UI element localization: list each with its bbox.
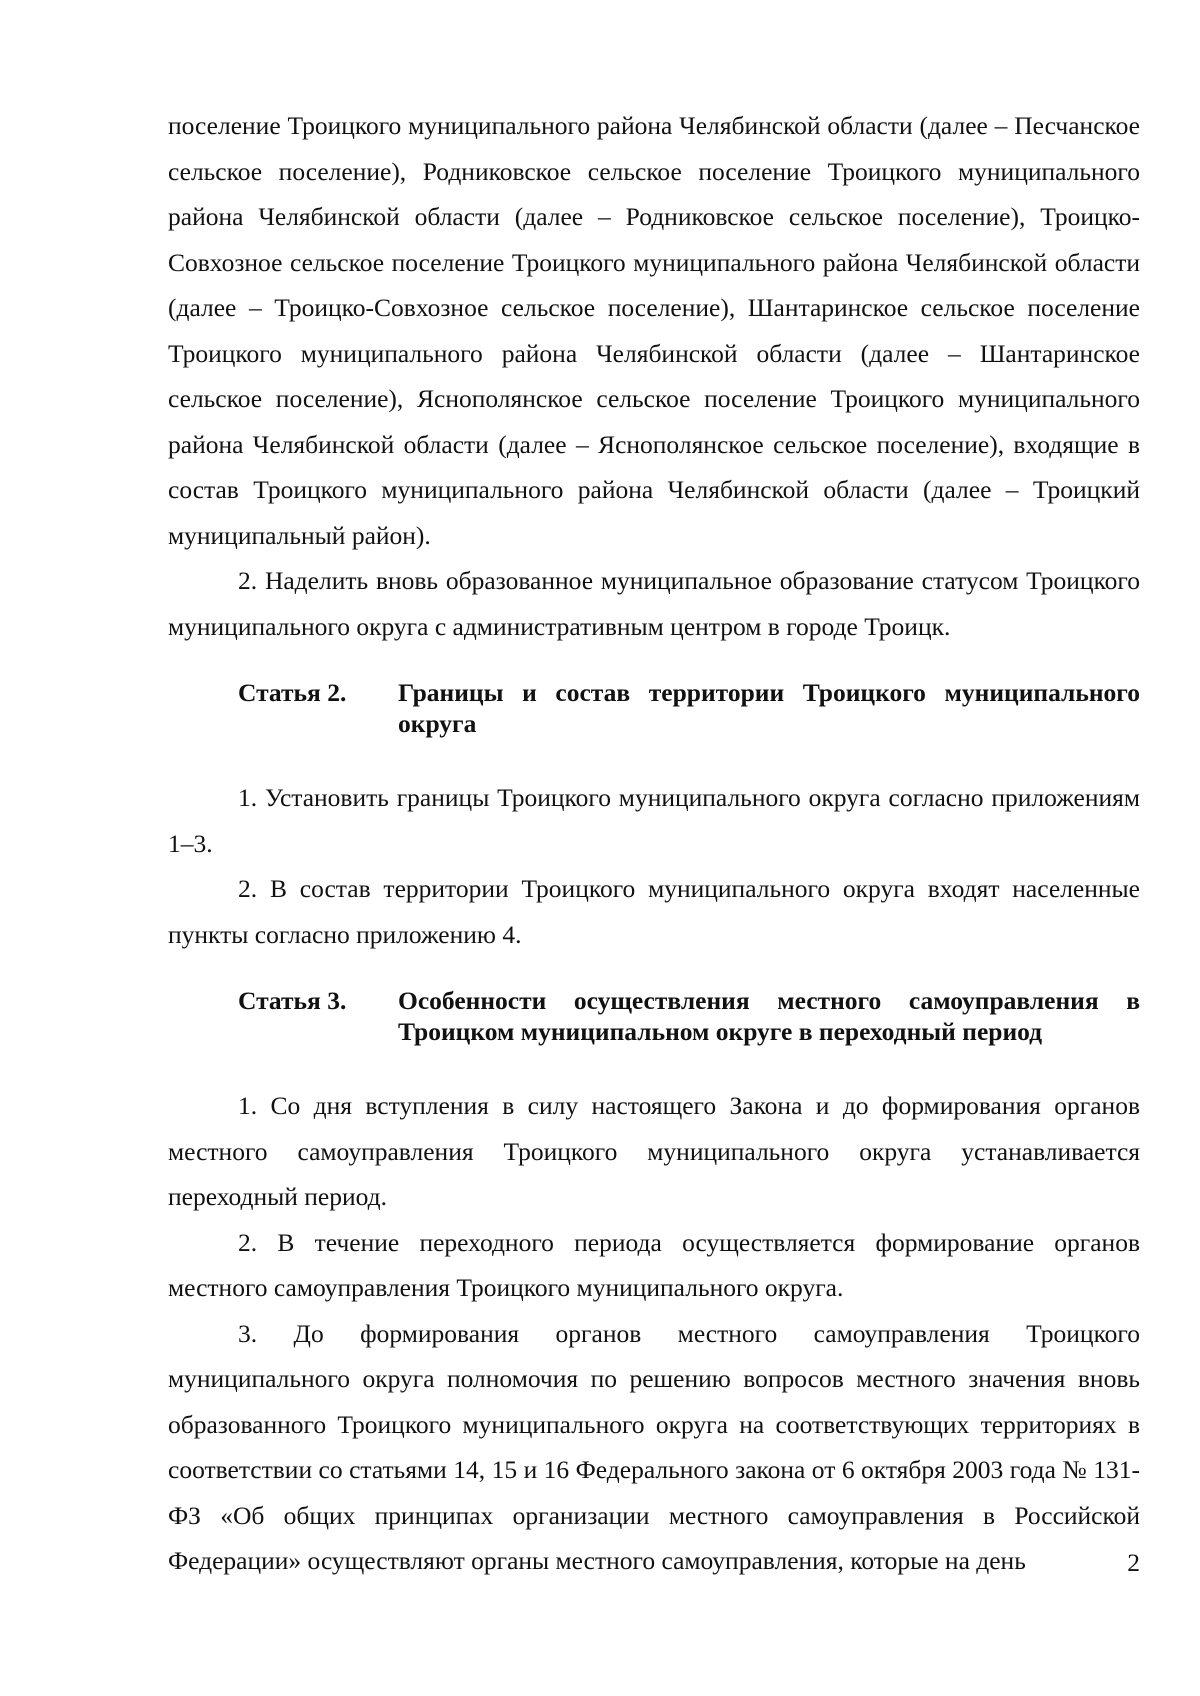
article3-paragraph-1: 1. Со дня вступления в силу настоящего Закона и до формирования органов местного самоуправления Троицкого муниципального округа устанавливается переходный период. <box>168 1091 1140 1211</box>
article-2-heading <box>168 677 1140 739</box>
article1-paragraph-2: 2. Наделить вновь образованное муниципальное образование статусом Троицкого муниципального округа с административным центром в городе Троицк. <box>168 566 1140 641</box>
article2-paragraph-2: 2. В состав территории Троицкого муниципального округа входят населенные пункты согласно приложению 4. <box>168 874 1140 949</box>
article3-paragraph-2: 2. В течение переходного периода осуществляется формирование органов местного самоуправления Троицкого муниципального округа. <box>168 1227 1140 1302</box>
article2-paragraph-1: 1. Установить границы Троицкого муниципального округа согласно приложениям 1–3. <box>168 783 1140 858</box>
article-2-number: Статья 2. <box>238 678 347 707</box>
article-2-title: Границы и состав территории Троицкого муниципального округа <box>398 678 1140 738</box>
document-body <box>168 103 1140 1584</box>
article-3-number: Статья 3. <box>238 986 347 1015</box>
article-3-title: Особенности осуществления местного самоуправления в Троицком муниципальном округе в переходный период <box>398 986 1140 1046</box>
intro-paragraph: поселение Троицкого муниципального района Челябинской области (далее – Песчанское сельское поселение), Родниковское сельское поселение Троицкого муниципального района Челябинской области (далее – Родниковское сельское поселение), Троицко-Совхозное сельское поселение Троицкого муниципального района Челябинской области (далее – Троицко-Совхозное сельское поселение), Шантаринское сельское поселение Троицкого муниципального района Челябинской области (далее – Шантаринское сельское поселение), Яснополянское сельское поселение Троицкого муниципального района Челябинской области (далее – Яснополянское сельское поселение), входящие в состав Троицкого муниципального района Челябинской области (далее – Троицкий муниципальный район). <box>168 111 1140 550</box>
article-3-heading <box>168 985 1140 1047</box>
article3-paragraph-3: 3. До формирования органов местного самоуправления Троицкого муниципального округа полномочия по решению вопросов местного значения вновь образованного Троицкого муниципального округа на соответствующих территориях в соответствии со статьями 14, 15 и 16 Федерального закона от 6 октября 2003 года № 131-ФЗ «Об общих принципах организации местного самоуправления в Российской Федерации» осуществляют органы местного самоуправления, которые на день <box>168 1318 1140 1575</box>
page-number: 2 <box>1127 1548 1140 1577</box>
